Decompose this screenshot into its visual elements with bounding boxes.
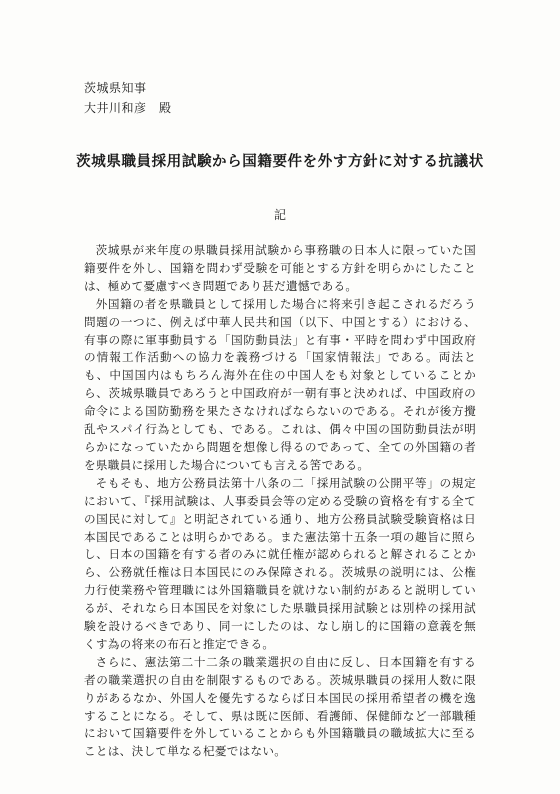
document-title: 茨城県職員採用試験から国籍要件を外す方針に対する抗議状 — [76, 153, 484, 170]
document-body — [84, 242, 476, 761]
addressee-title: 茨城県知事 — [84, 81, 147, 95]
paragraph-4: さらに、憲法第二十二条の職業選択の自由に反し、日本国籍を有する者の職業選択の自由を制限するものである。茨城県職員の採用人数に限りがあるなか、外国人を優先するならば日本国民の採用希望者の機を逸することになる。そして、県は既に医師、看護師、保健師など一部職種において国籍要件を外していることからも外国籍職員の職域拡大に至ることは、決して単なる杞憂ではない。 — [84, 654, 476, 759]
paragraph-3: そもそも、地方公務員法第十八条の二「採用試験の公開平等」の規定において、『採用試験は、人事委員会等の定める受験の資格を有する全ての国民に対して』と明記されている通り、地方公務員試験受験資格は日本国民であることは明らかである。また憲法第十五条一項の趣旨に照らし、日本の国籍を有する者のみに就任権が認められると解されることから、公務就任権は日本国民にのみ保障される。茨城県の説明には、公権力行使業務や管理職には外国籍職員を就けない制約があると説明しているが、それなら日本国民を対象にした県職員採用試験とは別枠の採用試験を設けるべきであり、同一にしたのは、なし崩し的に国籍の意義を無くす為の将来の布石と推定できる。 — [84, 475, 476, 651]
paragraph-2: 外国籍の者を県職員として採用した場合に将来引き起こされるだろう問題の一つに、例えば中華人民共和国（以下、中国とする）における、有事の際に軍事動員する「国防動員法」と有事・平時を問わず中国政府の情報工作活動への協力を義務づける「国家情報法」である。両法とも、中国国内はもちろん海外在住の中国人をも対象としていることから、茨城県職員であろうと中国政府が一朝有事と決めれば、中国政府の命令による国防勤務を果たさなければならないのである。それが後方攪乱やスパイ行為としても、である。これは、偶々中国の国防動員法が明らかになっていたから問題を想像し得るのであって、全ての外国籍の者を県職員に採用した場合についても言える筈である。 — [84, 296, 476, 472]
paragraph-1: 茨城県が来年度の県職員採用試験から事務職の日本人に限っていた国籍要件を外し、国籍を問わず受験を可能とする方針を明らかにしたことは、極めて憂慮すべき問題であり甚だ遺憾である。 — [84, 243, 476, 293]
ki-heading: 記 — [273, 208, 286, 222]
addressee-name: 大井川和彦 殿 — [84, 101, 172, 115]
addressee-block — [84, 78, 172, 118]
